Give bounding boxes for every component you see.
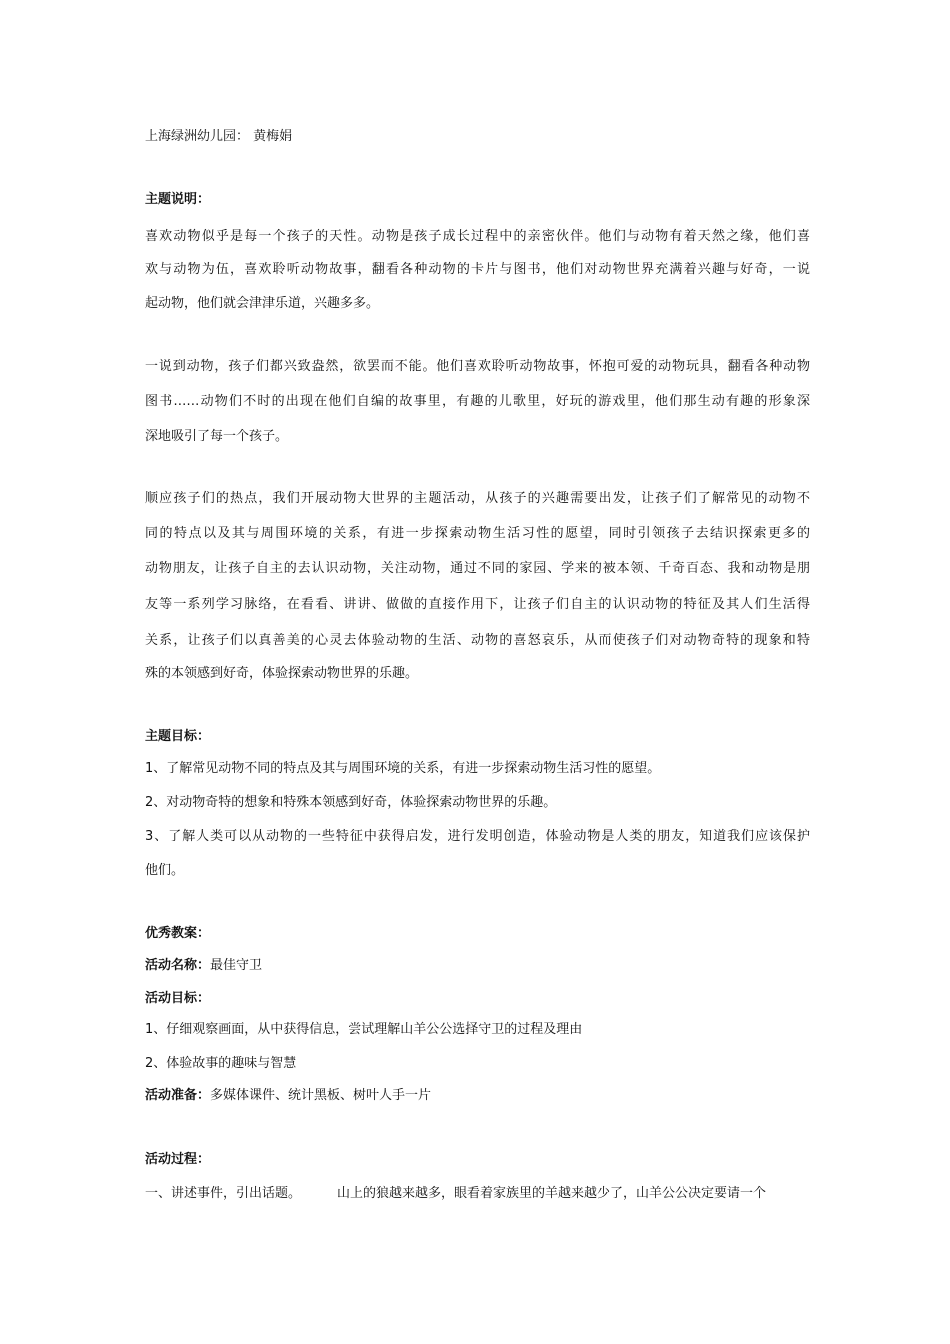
activity-goals-label: 活动目标： [145, 991, 211, 1006]
activity-prep-label: 活动准备： [145, 1088, 211, 1103]
activity-goal-item: 1、仔细观察画面，从中获得信息，尝试理解山羊公公选择守卫的过程及理由 [145, 1022, 583, 1037]
goal-item: 2、对动物奇特的想象和特殊本领感到好奇，体验探索动物世界的乐趣。 [145, 795, 557, 810]
process-step-row [145, 1185, 810, 1203]
paragraph-line: 图书……动物们不时的出现在他们自编的故事里，有趣的儿歌里，好玩的游戏里，他们那生动有趣的形象深 [145, 394, 810, 409]
activity-name-row [145, 957, 810, 975]
author-line: 上海绿洲幼儿园： 黄梅娟 [145, 129, 293, 144]
process-step-text: 山上的狼越来越多，眼看着家族里的羊越来越少了，山羊公公决定要请一个 [337, 1186, 767, 1201]
activity-prep-value: 多媒体课件、统计黑板、树叶人手一片 [210, 1088, 432, 1103]
paragraph-line: 同的特点以及其与周围环境的关系，有进一步探索动物生活习性的愿望，同时引领孩子去结识探索更多的 [145, 526, 810, 541]
theme-goals-heading: 主题目标： [145, 729, 211, 744]
paragraph-line: 动物朋友，让孩子自主的去认识动物，关注动物，通过不同的家园、学来的被本领、千奇百态、我和动物是朋 [145, 561, 810, 576]
lesson-plan-heading: 优秀教案： [145, 926, 211, 941]
paragraph-line: 起动物，他们就会津津乐道，兴趣多多。 [145, 296, 380, 311]
activity-name-label: 活动名称： [145, 958, 211, 973]
activity-prep-row [145, 1087, 810, 1105]
paragraph-line: 顺应孩子们的热点，我们开展动物大世界的主题活动，从孩子的兴趣需要出发，让孩子们了解常见的动物不 [145, 491, 810, 506]
goal-item-continued: 他们。 [145, 863, 185, 878]
paragraph-line: 喜欢动物似乎是每一个孩子的天性。动物是孩子成长过程中的亲密伙伴。他们与动物有着天然之缘，他们喜 [145, 229, 810, 244]
process-step-title: 一、讲述事件，引出话题。 [145, 1186, 302, 1201]
paragraph-line: 深地吸引了每一个孩子。 [145, 429, 289, 444]
paragraph-line: 欢与动物为伍，喜欢聆听动物故事，翻看各种动物的卡片与图书，他们对动物世界充满着兴趣与好奇，一说 [145, 262, 810, 277]
goal-item: 3、了解人类可以从动物的一些特征中获得启发，进行发明创造，体验动物是人类的朋友，知道我们应该保护 [145, 829, 810, 844]
activity-name-value: 最佳守卫 [210, 958, 263, 973]
paragraph-line: 友等一系列学习脉络，在看看、讲讲、做做的直接作用下，让孩子们自主的认识动物的特征及其人们生活得 [145, 597, 810, 612]
paragraph-line: 一说到动物，孩子们都兴致盎然，欲罢而不能。他们喜欢聆听动物故事，怀抱可爱的动物玩具，翻看各种动物 [145, 359, 810, 374]
theme-description-heading: 主题说明： [145, 192, 211, 207]
paragraph-line: 殊的本领感到好奇，体验探索动物世界的乐趣。 [145, 666, 419, 681]
goal-item: 1、了解常见动物不同的特点及其与周围环境的关系，有进一步探索动物生活习性的愿望。 [145, 761, 661, 776]
paragraph-line: 关系，让孩子们以真善美的心灵去体验动物的生活、动物的喜怒哀乐，从而使孩子们对动物奇特的现象和特 [145, 633, 810, 648]
activity-process-heading: 活动过程： [145, 1152, 211, 1167]
activity-goal-item: 2、体验故事的趣味与智慧 [145, 1056, 297, 1071]
